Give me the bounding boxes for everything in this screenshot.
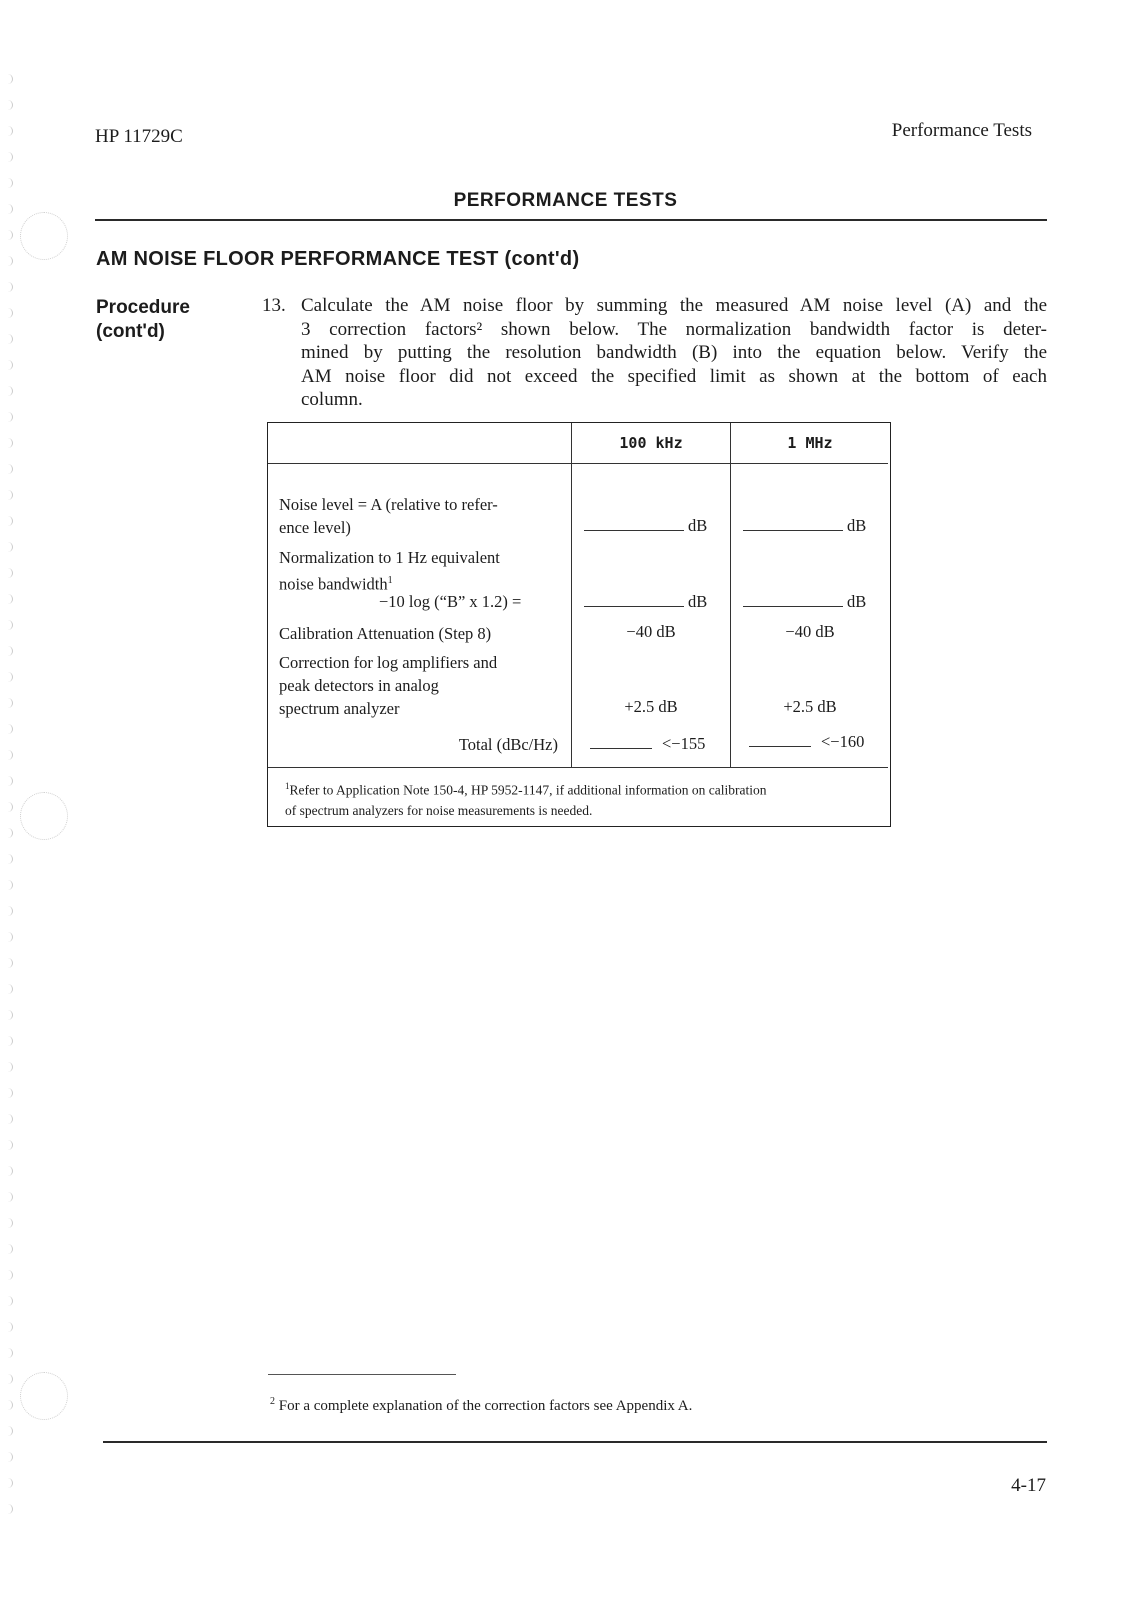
step-line: mined by putting the resolution bandwidth (B) into the equation below. Verify the xyxy=(301,342,1047,363)
table-note-rule xyxy=(268,767,888,768)
unit-label: dB xyxy=(688,516,708,535)
row-label-noise-level xyxy=(279,493,498,539)
step-line: 3 correction factors² shown below. The normalization bandwidth factor is deter- xyxy=(301,318,1047,340)
table-note xyxy=(285,776,767,821)
step-line: AM noise floor did not exceed the specified limit as shown at the bottom of each xyxy=(301,365,1047,387)
total-100khz-entry[interactable] xyxy=(590,732,705,755)
footnote-text: For a complete explanation of the correction factors see Appendix A. xyxy=(278,1398,693,1414)
row-label-line: Normalization to 1 Hz equivalent xyxy=(279,548,500,567)
step-line: Calculate the AM noise floor by summing the measured AM noise level (A) and the xyxy=(301,295,1047,316)
column-header-1mhz: 1 MHz xyxy=(787,434,833,452)
table-note-text: Refer to Application Note 150-4, HP 5952-1147, if additional information on calibration xyxy=(289,782,767,798)
total-1mhz-entry[interactable] xyxy=(749,730,864,753)
total-limit: <−155 xyxy=(662,734,706,753)
row-label-correction xyxy=(279,651,497,720)
normalization-1mhz-entry[interactable] xyxy=(743,590,866,613)
step-line: column. xyxy=(301,389,363,410)
footer-rule xyxy=(103,1441,1047,1443)
row-label-line: ence level) xyxy=(279,518,351,537)
page-footnote xyxy=(270,1396,692,1415)
footnote-marker: 1 xyxy=(387,575,393,586)
total-limit: <−160 xyxy=(821,732,865,751)
section-title: AM NOISE FLOOR PERFORMANCE TEST (cont'd) xyxy=(96,248,580,270)
step-paragraph xyxy=(301,294,1047,412)
calibration-100khz-value: −40 dB xyxy=(626,622,676,641)
unit-label: dB xyxy=(847,516,867,535)
row-label-text: noise bandwidth xyxy=(279,574,388,594)
side-heading xyxy=(96,296,190,344)
header-section-name: Performance Tests xyxy=(891,120,1032,141)
row-label-line: Noise level = A (relative to refer- xyxy=(279,495,498,514)
footnote-rule xyxy=(268,1374,456,1375)
table-note-line: of spectrum analyzers for noise measurements is needed. xyxy=(285,802,593,818)
correction-1mhz-value: +2.5 dB xyxy=(783,697,837,716)
row-label-line: spectrum analyzer xyxy=(279,699,400,718)
calibration-1mhz-value: −40 dB xyxy=(785,622,835,641)
row-label-line: peak detectors in analog xyxy=(279,676,439,695)
row-label-total: Total (dBc/Hz) xyxy=(458,735,558,754)
title-rule xyxy=(95,219,1047,221)
row-label-line: Correction for log amplifiers and xyxy=(279,653,498,672)
normalization-100khz-entry[interactable] xyxy=(584,590,707,613)
footnote-marker: 2 xyxy=(270,1396,275,1407)
row-label-normalization xyxy=(279,546,500,596)
page-title: PERFORMANCE TESTS xyxy=(453,190,678,211)
correction-100khz-value: +2.5 dB xyxy=(624,697,678,716)
noise-level-1mhz-entry[interactable] xyxy=(743,514,866,537)
header-document-id: HP 11729C xyxy=(95,126,183,147)
footnote-marker: 1 xyxy=(285,781,290,791)
side-heading-line-1: Procedure xyxy=(96,297,190,318)
table-note-line xyxy=(285,776,767,801)
row-label-calibration: Calibration Attenuation (Step 8) xyxy=(279,624,492,643)
side-heading-line-2: (cont'd) xyxy=(96,321,165,342)
table-header-rule xyxy=(268,463,888,464)
unit-label: dB xyxy=(847,592,867,611)
noise-level-100khz-entry[interactable] xyxy=(584,514,707,537)
normalization-equation: −10 log (“B” x 1.2) = xyxy=(379,592,522,611)
column-header-100khz: 100 kHz xyxy=(619,434,683,452)
unit-label: dB xyxy=(688,592,708,611)
page-number: 4-17 xyxy=(1011,1475,1046,1496)
step-number: 13. xyxy=(262,295,286,316)
